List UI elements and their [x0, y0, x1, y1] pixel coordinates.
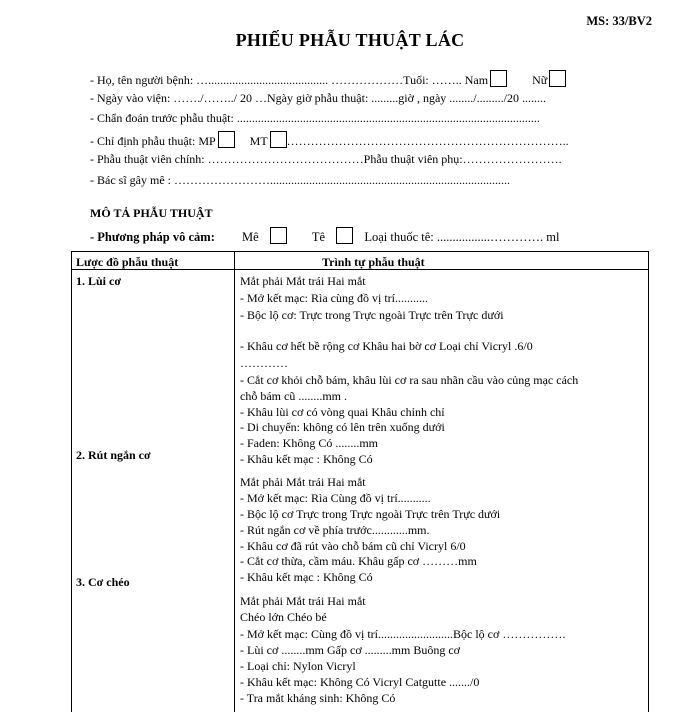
general-checkbox[interactable] — [270, 227, 287, 244]
col-header-steps: Trình tự phẫu thuật — [322, 255, 425, 269]
procedure-line: - Khâu cơ hết bề rộng cơ Khâu hai bờ cơ Loại chỉ Vicryl .6/0 — [240, 339, 533, 353]
general-label: Mê — [241, 230, 259, 244]
procedure-line: - Mở kết mạc: Rìa Cùng đồ vị trí........... — [240, 491, 431, 505]
indication-field[interactable]: …………………………………………………………….. — [286, 134, 569, 148]
procedure-line: - Loại chỉ: Nylon Vicryl — [240, 659, 356, 673]
procedure-line: Mắt phải Mắt trái Hai mắt — [240, 475, 366, 489]
local-checkbox[interactable] — [336, 227, 353, 244]
mt-label: MT — [249, 134, 268, 148]
procedure-line: - Cắt cơ thừa, cầm máu. Khâu gấp cơ ………mm — [240, 554, 477, 568]
procedure-line: - Tra mắt kháng sinh: Không Có — [240, 691, 396, 705]
procedure-line: - Khâu kết mạc : Không Có — [240, 570, 373, 584]
female-label: Nữ — [532, 73, 548, 87]
indication-row — [90, 131, 569, 148]
diagnosis-field[interactable]: - Chẩn đoán trước phẫu thuật: ..................................................................................................... — [90, 111, 540, 125]
indication-label: - Chỉ định phẫu thuật: MP — [90, 134, 216, 148]
female-checkbox[interactable] — [549, 70, 566, 87]
procedure-line: ………… — [240, 356, 288, 370]
procedure-line: - Bộc lộ cơ Trực trong Trực ngoài Trực trên Trực dưới — [240, 507, 501, 521]
procedure-line: Mắt phải Mắt trái Hai mắt — [240, 594, 366, 608]
procedure-line: chỗ bám cũ ........mm . — [240, 389, 347, 403]
section-heading: 2. Rút ngắn cơ — [76, 448, 151, 462]
procedure-line: - Cắt cơ khỏi chỗ bám, khâu lùi cơ ra sau nhãn cầu vào củng mạc cách — [240, 373, 579, 387]
local-label: Tê — [311, 230, 326, 244]
description-heading: MÔ TẢ PHẪU THUẬT — [90, 206, 213, 220]
anesthesia-label: - Phương pháp vô cảm: — [90, 230, 215, 244]
procedure-line: Chéo lớn Chéo bé — [240, 610, 327, 624]
drug-field[interactable]: Loại thuốc tê: .................…………. ml — [364, 230, 560, 244]
male-checkbox[interactable] — [490, 70, 507, 87]
procedure-line: - Mở kết mạc: Cùng đồ vị trí.........................Bộc lộ cơ ……………. — [240, 627, 566, 641]
procedure-line: - Khâu kết mạc : Không Có — [240, 452, 373, 466]
section-heading: 1. Lùi cơ — [76, 274, 121, 288]
procedure-table — [71, 251, 649, 712]
procedure-line: - Lùi cơ ........mm Gấp cơ .........mm Buông cơ — [240, 643, 461, 657]
procedure-line: - Bộc lộ cơ: Trực trong Trực ngoài Trực trên Trực dưới — [240, 308, 504, 322]
patient-name-field[interactable]: - Họ, tên người bệnh: …........................................ ………………Tuổi: …….. Nam — [90, 73, 489, 87]
patient-name-row — [90, 70, 566, 87]
admission-field[interactable]: - Ngày vào viện: ……./……../ 20 …Ngày giờ phẫu thuật: .........giờ , ngày ......../........./20 ........ — [90, 91, 546, 105]
procedure-line: - Mở kết mạc: Rìa cùng đồ vị trí........... — [240, 291, 428, 305]
col-header-diagram: Lược đồ phẫu thuật — [76, 255, 179, 269]
procedure-line: - Khâu kết mạc: Không Có Vicryl Catgutte ......./0 — [240, 675, 480, 689]
mt-checkbox[interactable] — [270, 131, 287, 148]
surgeon-field[interactable]: - Phẫu thuật viên chính: …………………………………Phẫu thuật viên phụ:……………………. — [90, 152, 562, 166]
procedure-line: - Khâu cơ đã rút vào chỗ bám cũ chỉ Vicryl 6/0 — [240, 539, 466, 553]
procedure-line: - Faden: Không Có ........mm — [240, 436, 378, 450]
procedure-line: Mắt phải Mắt trái Hai mắt — [240, 274, 366, 288]
form-title: PHIẾU PHẪU THUẬT LÁC — [235, 30, 465, 50]
mp-checkbox[interactable] — [218, 131, 235, 148]
anesthetist-field[interactable]: - Bác sĩ gây mê : ……………………................................................................................ — [90, 173, 510, 187]
section-heading: 3. Cơ chéo — [76, 575, 130, 589]
procedure-line: - Khâu lùi cơ có vòng quai Khâu chỉnh chỉ — [240, 405, 445, 419]
column-divider — [234, 252, 235, 712]
procedure-line: - Di chuyển: không có lên trên xuống dưới — [240, 420, 445, 434]
procedure-line: - Rút ngắn cơ về phía trước............mm. — [240, 523, 430, 537]
form-code: MS: 33/BV2 — [586, 14, 652, 28]
anesthesia-row — [90, 227, 559, 245]
